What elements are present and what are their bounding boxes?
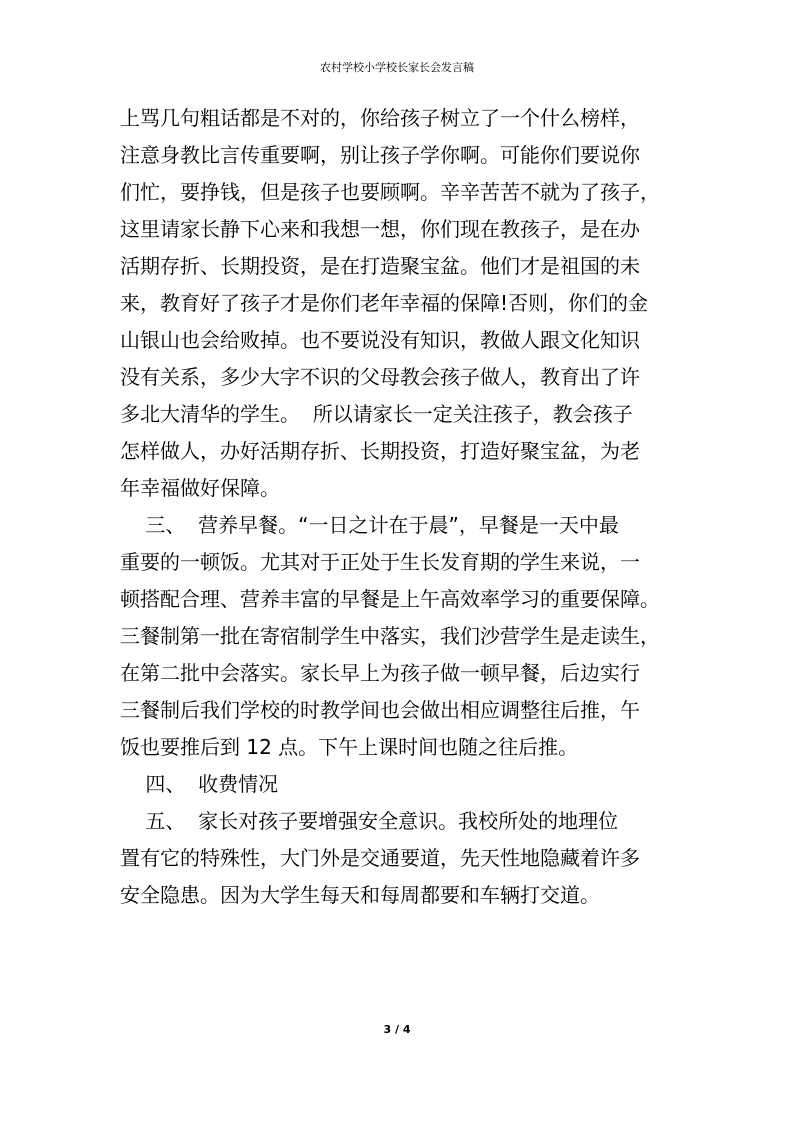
document-body — [120, 100, 680, 914]
text-line: 五、 家长对孩子要增强安全意识。我校所处的地理位 — [120, 809, 619, 833]
text-line: 注意身教比言传重要啊，别让孩子学你啊。可能你们要说你 — [120, 143, 640, 167]
text-line: 们忙，要挣钱，但是孩子也要顾啊。辛辛苦苦不就为了孩子， — [120, 180, 660, 204]
text-line: 三餐制后我们学校的时教学间也会做出相应调整往后推，午 — [120, 698, 640, 722]
text-line: 四、 收费情况 — [120, 772, 279, 796]
text-line: 安全隐患。因为大学生每天和每周都要和车辆打交道。 — [120, 883, 600, 907]
text-line: 这里请家长静下心来和我想一想，你们现在教孩子，是在办 — [120, 217, 640, 241]
text-line: 三、 营养早餐。“一日之计在于晨”，早餐是一天中最 — [120, 513, 619, 537]
text-line: 怎样做人，办好活期存折、长期投资，打造好聚宝盆，为老 — [120, 439, 640, 463]
text-line: 饭也要推后到 12 点。下午上课时间也随之往后推。 — [120, 735, 579, 759]
text-line: 置有它的特殊性，大门外是交通要道，先天性地隐藏着许多 — [120, 846, 640, 870]
text-line: 山银山也会给败掉。也不要说没有知识，教做人跟文化知识 — [120, 328, 640, 352]
text-line: 在第二批中会落实。家长早上为孩子做一顿早餐，后边实行 — [120, 661, 640, 685]
page-number: 3 / 4 — [383, 1023, 411, 1036]
text-line: 重要的一顿饭。尤其对于正处于生长发育期的学生来说，一 — [120, 550, 640, 574]
text-line: 来，教育好了孩子才是你们老年幸福的保障!否则，你们的金 — [120, 291, 649, 315]
text-line: 多北大清华的学生。 所以请家长一定关注孩子，教会孩子 — [120, 402, 633, 426]
text-line: 活期存折、长期投资，是在打造聚宝盆。他们才是祖国的未 — [120, 254, 640, 278]
text-line: 顿搭配合理、营养丰富的早餐是上午高效率学习的重要保障。 — [120, 587, 660, 611]
text-line: 年幸福做好保障。 — [120, 476, 280, 500]
text-line: 没有关系，多少大字不识的父母教会孩子做人，教育出了许 — [120, 365, 640, 389]
text-line: 上骂几句粗话都是不对的，你给孩子树立了一个什么榜样， — [120, 106, 640, 130]
text-line: 三餐制第一批在寄宿制学生中落实，我们沙营学生是走读生， — [120, 624, 660, 648]
page-header-title: 农村学校小学校长家长会发言稿 — [320, 61, 474, 74]
